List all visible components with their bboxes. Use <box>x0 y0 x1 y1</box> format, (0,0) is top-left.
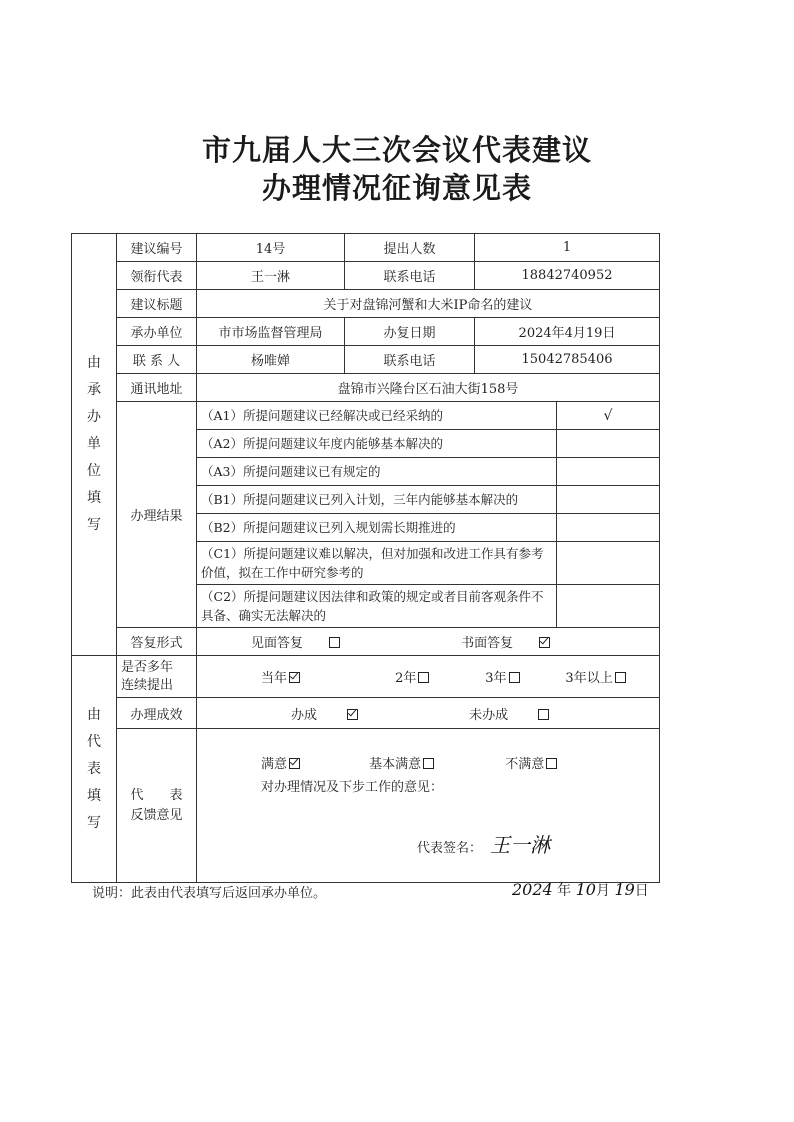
date-day: 19 <box>614 880 635 899</box>
effect-notdone-checkbox <box>538 709 549 720</box>
date-month-unit: 月 <box>595 883 610 899</box>
effect-done-option: 办成 <box>201 704 419 723</box>
lead-delegate: 王一淋 <box>197 262 345 290</box>
address: 盘锦市兴隆台区石油大街158号 <box>197 374 660 402</box>
repeat-opt-more: 3年以上 <box>565 667 625 686</box>
phone-label: 联系电话 <box>345 262 475 290</box>
date-day-unit: 日 <box>634 883 649 899</box>
signature-label: 代表签名： <box>417 841 483 856</box>
result-option-b2: （B2）所提问题建议已列入规划需长期推进的 <box>197 514 557 542</box>
footnote: 说明：此表由代表填写后返回承办单位。 <box>92 886 327 901</box>
contact-phone-label: 联系电话 <box>345 346 475 374</box>
contact-phone: 15042785406 <box>475 346 660 374</box>
repeat-label: 是否多年 连续提出 <box>117 656 197 698</box>
date-month: 10 <box>575 880 596 899</box>
form-table <box>71 233 660 883</box>
feedback-basic-checkbox <box>423 758 434 769</box>
effect-options <box>197 698 660 729</box>
repeat-opt-2y: 2年 <box>365 667 461 686</box>
page-subtitle: 办理情况征询意见表 <box>261 171 532 205</box>
page-title: 市九届人大三次会议代表建议 <box>201 133 592 167</box>
feedback-unsatisfied-checkbox <box>546 758 557 769</box>
result-label: 办理结果 <box>117 402 197 628</box>
signature-row <box>417 829 550 858</box>
lead-delegate-label: 领衔代表 <box>117 262 197 290</box>
proposal-no: 14号 <box>197 234 345 262</box>
unit-label: 承办单位 <box>117 318 197 346</box>
reply-written-checkbox <box>539 637 550 648</box>
result-mark-b1 <box>557 486 660 514</box>
address-label: 通讯地址 <box>117 374 197 402</box>
result-mark-a1: √ <box>557 402 660 430</box>
proposer-count-label: 提出人数 <box>345 234 475 262</box>
feedback-unsatisfied: 不满意 <box>505 753 557 772</box>
result-option-b1: （B1）所提问题建议已列入计划，三年内能够基本解决的 <box>197 486 557 514</box>
repeat-opt-current-checkbox <box>289 672 300 683</box>
date-year: 2024 <box>512 880 553 899</box>
result-option-c1: （C1）所提问题建议难以解决，但对加强和改进工作具有参考价值，拟在工作中研究参考的 <box>197 542 557 585</box>
date-year-unit: 年 <box>557 883 572 899</box>
effect-notdone-option: 未办成 <box>423 704 549 723</box>
contact-label: 联 系 人 <box>117 346 197 374</box>
repeat-opt-more-checkbox <box>615 672 626 683</box>
result-mark-c2 <box>557 585 660 628</box>
reply-date-label: 办复日期 <box>345 318 475 346</box>
feedback-basic: 基本满意 <box>369 753 501 772</box>
unit: 市市场监督管理局 <box>197 318 345 346</box>
reply-face-checkbox <box>329 637 340 648</box>
proposal-no-label: 建议编号 <box>117 234 197 262</box>
feedback-satisfied-checkbox <box>289 758 300 769</box>
result-mark-c1 <box>557 542 660 585</box>
reply-face-option: 见面答复 <box>201 632 419 651</box>
result-option-a2: （A2）所提问题建议年度内能够基本解决的 <box>197 430 557 458</box>
reply-form-options <box>197 628 660 656</box>
result-option-a1: （A1）所提问题建议已经解决或已经采纳的 <box>197 402 557 430</box>
phone: 18842740952 <box>475 262 660 290</box>
result-option-c2: （C2）所提问题建议因法律和政策的规定或者目前客观条件不具备、确实无法解决的 <box>197 585 557 628</box>
feedback-label: 代 表 反馈意见 <box>117 729 197 883</box>
reply-written-option: 书面答复 <box>423 632 550 651</box>
feedback-area <box>197 729 660 883</box>
handwritten-date <box>512 880 649 900</box>
result-mark-b2 <box>557 514 660 542</box>
repeat-opt-3y-checkbox <box>509 672 520 683</box>
repeat-opt-3y: 3年 <box>465 667 561 686</box>
result-mark-a2 <box>557 430 660 458</box>
subject: 关于对盘锦河蟹和大米IP命名的建议 <box>197 290 660 318</box>
repeat-opt-current: 当年 <box>201 667 361 686</box>
section-undertaker-label: 由 承 办 单 位 填 写 <box>72 234 117 656</box>
section-delegate-label: 由 代 表 填 写 <box>72 656 117 883</box>
proposer-count: 1 <box>475 234 660 262</box>
signature: 王一淋 <box>490 833 551 857</box>
effect-done-checkbox <box>347 709 358 720</box>
reply-date: 2024年4月19日 <box>475 318 660 346</box>
repeat-opt-2y-checkbox <box>418 672 429 683</box>
result-option-a3: （A3）所提问题建议已有规定的 <box>197 458 557 486</box>
contact: 杨唯婵 <box>197 346 345 374</box>
effect-label: 办理成效 <box>117 698 197 729</box>
reply-form-label: 答复形式 <box>117 628 197 656</box>
feedback-prompt: 对办理情况及下步工作的意见： <box>261 780 444 795</box>
feedback-satisfied: 满意 <box>261 753 365 772</box>
repeat-options <box>197 656 660 698</box>
result-mark-a3 <box>557 458 660 486</box>
subject-label: 建议标题 <box>117 290 197 318</box>
